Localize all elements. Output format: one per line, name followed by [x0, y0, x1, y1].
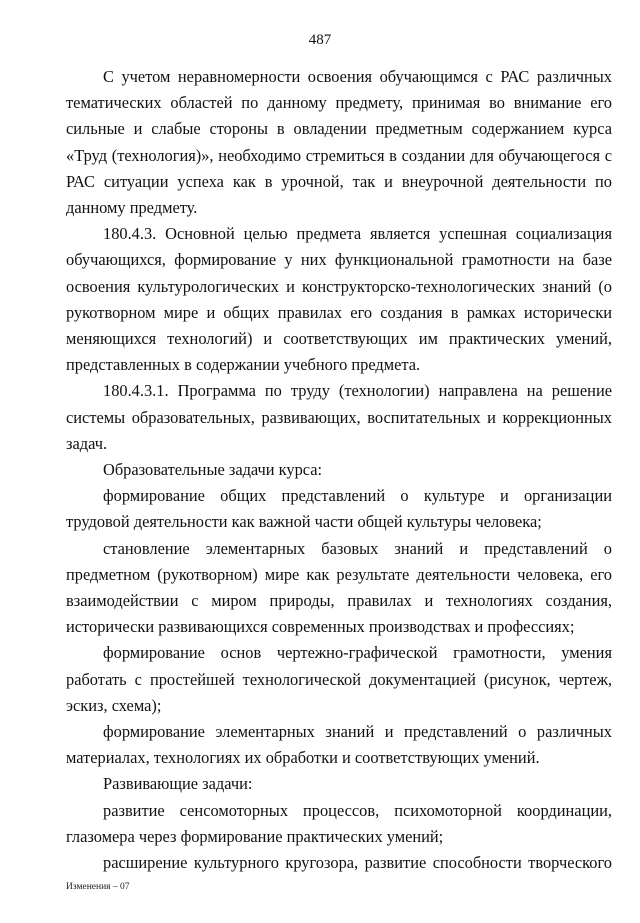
- paragraph: формирование общих представлений о культуре и организации трудовой деятельности как важной части общей культуры человека;: [66, 486, 612, 532]
- page-number: 487: [308, 32, 332, 48]
- document-body: [66, 64, 612, 876]
- paragraph: 180.4.3.1. Программа по труду (технологии) направлена на решение системы образовательных, развивающих, воспитательных и коррекционных задач.: [66, 381, 612, 453]
- paragraph: 180.4.3. Основной целью предмета является успешная социализация обучающихся, формирование у них функциональной грамотности на базе освоения культурологических и конструкторско-технологических знаний (о рукотворном мире и общих правилах его создания в рамках исторически меняющихся технологий) и соответствующих им практических умений, представленных в содержании учебного предмета.: [66, 224, 612, 375]
- paragraph: Развивающие задачи:: [103, 774, 253, 794]
- paragraph-continued: расширение культурного кругозора, развитие способности творческого: [103, 853, 612, 873]
- paragraph: становление элементарных базовых знаний и представлений о предметном (рукотворном) мире как результате деятельности человека, его взаимодействии с миром природы, правилах и технологиях создания, исторически развивающихся современных производствах и профессиях;: [66, 538, 612, 637]
- paragraph: Образовательные задачи курса:: [103, 460, 323, 480]
- paragraph: формирование элементарных знаний и представлений о различных материалах, технологиях их обработки и соответствующих умений.: [66, 722, 612, 768]
- paragraph: формирование основ чертежно-графической грамотности, умения работать с простейшей технологической документацией (рисунок, чертеж, эскиз, схема);: [66, 643, 612, 715]
- paragraph: С учетом неравномерности освоения обучающимся с РАС различных тематических областей по данному предмету, принимая во внимание его сильные и слабые стороны в овладении предметным содержанием курса «Труд (технология)», необходимо стремиться в создании для обучающегося с РАС ситуации успеха как в урочной, так и внеурочной деятельности по данному предмету.: [66, 67, 612, 218]
- footer-note: Изменения – 07: [66, 882, 130, 892]
- paragraph: развитие сенсомоторных процессов, психомоторной координации, глазомера через формирование практических умений;: [66, 800, 612, 846]
